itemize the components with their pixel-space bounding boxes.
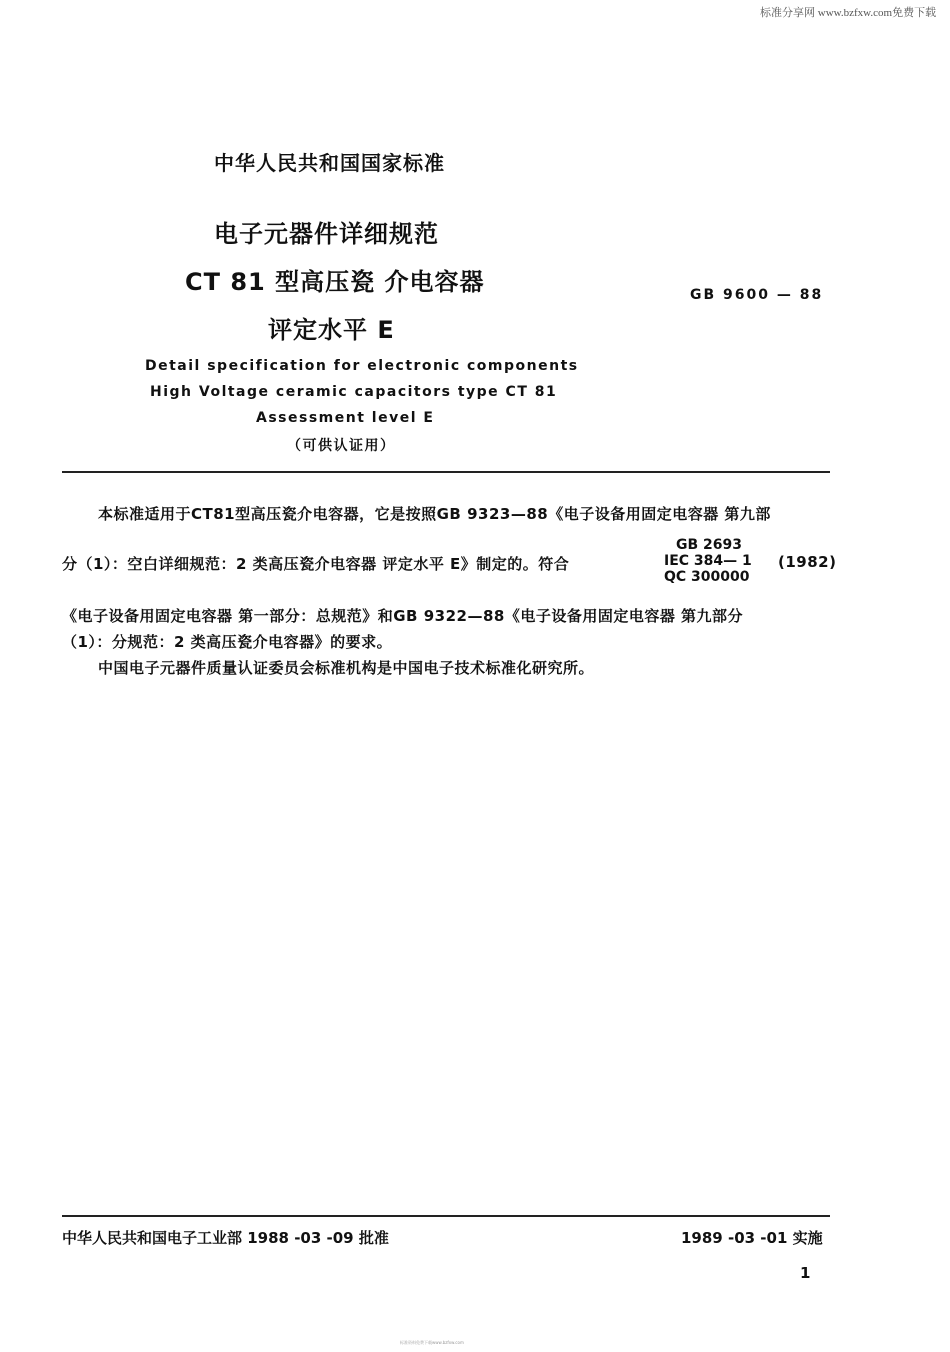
bottom-divider xyxy=(62,1215,830,1217)
watermark-text: 标准分享网 www.bzfxw.com免费下载 xyxy=(760,7,937,19)
stack-qc: QC 300000 xyxy=(664,569,750,585)
title-cn-line-1: 电子元器件详细规范 xyxy=(214,220,439,248)
title-en-line-2: High Voltage ceramic capacitors type CT 81 xyxy=(150,384,558,400)
effective-date: 1989 -03 -01 实施 xyxy=(681,1229,823,1247)
body-para1-line2-end: (1982) xyxy=(778,553,837,571)
body-para1-line4: （1）：分规范：2 类高压瓷介电容器》的要求。 xyxy=(62,633,393,651)
body-para2: 中国电子元器件质量认证委员会标准机构是中国电子技术标准化研究所。 xyxy=(98,659,595,677)
title-cn-line-3: 评定水平 E xyxy=(268,316,395,344)
title-cn-line-2: CT 81 型高压瓷 介电容器 xyxy=(185,268,485,296)
stack-gb: GB 2693 xyxy=(676,537,743,553)
body-para1-line2-start: 分（1）：空白详细规范：2 类高压瓷介电容器 评定水平 E》制定的。符合 xyxy=(62,555,570,573)
page-number: 1 xyxy=(800,1264,811,1282)
title-en-line-3: Assessment level E xyxy=(256,410,435,426)
standards-stack xyxy=(664,537,752,585)
standard-number: GB 9600 — 88 xyxy=(690,287,824,303)
standard-type-heading: 中华人民共和国国家标准 xyxy=(214,151,445,175)
body-para1-line3: 《电子设备用固定电容器 第一部分：总规范》和GB 9322—88《电子设备用固定电容器 第九部分 xyxy=(62,607,744,625)
approval-text: 中华人民共和国电子工业部 1988 -03 -09 批准 xyxy=(62,1229,389,1247)
title-en-line-1: Detail specification for electronic components xyxy=(145,358,579,374)
bottom-note: 标准资料免费下载www.bzfxw.com xyxy=(400,1340,464,1345)
top-divider xyxy=(62,471,830,473)
stack-iec: IEC 384— 1 xyxy=(664,553,752,569)
body-para1-line1: 本标准适用于CT81型高压瓷介电容器，它是按照GB 9323—88《电子设备用固定电容器 第九部 xyxy=(98,505,771,523)
certification-note: （可供认证用） xyxy=(287,438,396,454)
